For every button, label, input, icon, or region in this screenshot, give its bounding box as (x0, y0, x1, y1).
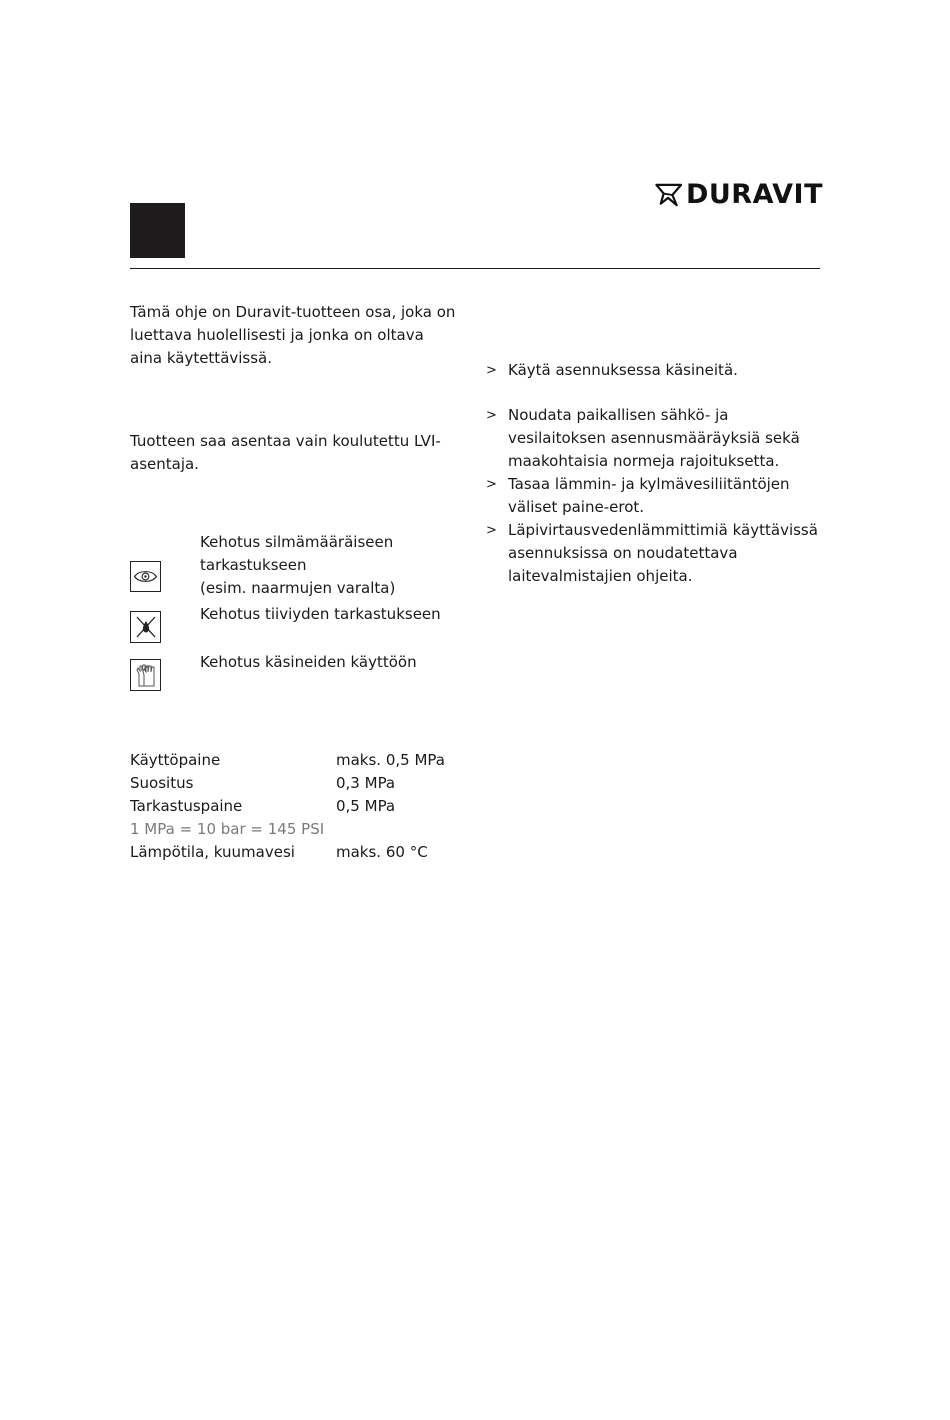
symbol-label (200, 651, 480, 674)
list-item (486, 473, 826, 519)
symbol-label-line: Kehotus käsineiden käyttöön (200, 653, 417, 671)
spec-value: maks. 60 °C (336, 843, 428, 861)
header-divider (130, 268, 820, 269)
duravit-logo (655, 174, 823, 216)
symbol-label-line: tarkastukseen (200, 556, 307, 574)
eye-icon (130, 561, 161, 592)
symbol-label-line: Kehotus tiiviyden tarkastukseen (200, 605, 441, 623)
section-marker-square (130, 203, 185, 258)
spec-value: 0,5 MPa (336, 797, 396, 815)
spec-name: Käyttöpaine (130, 751, 221, 769)
spec-name: Lämpötila, kuumavesi (130, 843, 295, 861)
spec-row (130, 772, 470, 795)
bullet-marker: > (486, 408, 497, 423)
spec-row (130, 841, 470, 864)
bullet-marker: > (486, 477, 497, 492)
duravit-logo-mark-icon (655, 177, 684, 213)
spec-row-note (130, 818, 470, 841)
spec-name: Tarkastuspaine (130, 797, 243, 815)
bullet-marker: > (486, 523, 497, 538)
unit-conversion-note: 1 MPa = 10 bar = 145 PSI (130, 820, 325, 838)
list-item-text: Läpivirtausvedenlämmittimiä käyttävissä asennuksissa on noudatettava laitevalmistajien ohjeita. (508, 521, 818, 585)
symbol-label (200, 603, 480, 626)
list-item (486, 519, 826, 588)
technical-specs (130, 749, 470, 864)
logo-text: DURAVIT (685, 179, 823, 210)
spec-value: maks. 0,5 MPa (336, 751, 445, 769)
leak-check-icon (130, 611, 161, 643)
list-item (486, 404, 826, 473)
symbol-label-line: (esim. naarmujen varalta) (200, 579, 396, 597)
installation-bullets (486, 404, 826, 588)
bullet-marker: > (486, 363, 497, 378)
safety-bullets-top (486, 359, 826, 382)
spec-row (130, 749, 470, 772)
installer-paragraph: Tuotteen saa asentaa vain koulutettu LVI-asentaja. (130, 432, 441, 473)
spec-name: Suositus (130, 774, 194, 792)
spec-value: 0,3 MPa (336, 774, 396, 792)
list-item (486, 359, 826, 382)
list-item-text: Käytä asennuksessa käsineitä. (508, 361, 738, 379)
symbol-label-line: Kehotus silmämääräiseen (200, 533, 394, 551)
gloves-icon (130, 659, 161, 691)
list-item-text: Noudata paikallisen sähkö- ja vesilaitoksen asennusmääräyksiä sekä maakohtaisia normeja rajoituksetta. (508, 406, 800, 470)
symbol-label (200, 531, 480, 600)
list-item-text: Tasaa lämmin- ja kylmävesiliitäntöjen väliset paine-erot. (508, 475, 790, 516)
intro-paragraph: Tämä ohje on Duravit-tuotteen osa, joka on luettava huolellisesti ja jonka on oltava aina käytettävissä. (130, 303, 456, 367)
spec-row (130, 795, 470, 818)
